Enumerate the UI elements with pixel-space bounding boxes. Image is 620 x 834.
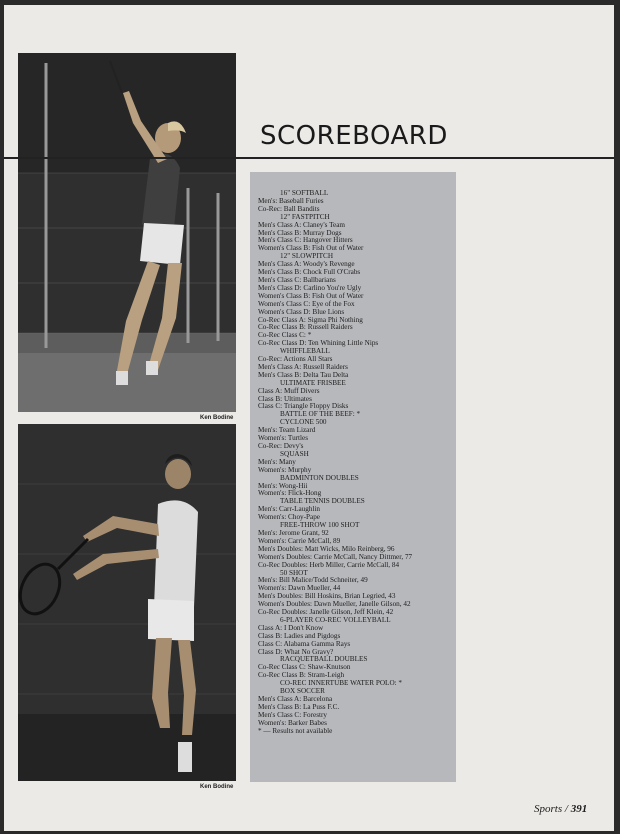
scoreboard-heading: 12" FASTPITCH bbox=[280, 212, 330, 221]
scoreboard-entry: Men's: Baseball Furies bbox=[258, 196, 324, 205]
scoreboard-entry: Women's Class B: Fish Out of Water bbox=[258, 291, 364, 300]
scoreboard-entry: Co-Rec Doubles: Herb Miller, Carrie McCall, 84 bbox=[258, 560, 400, 569]
scoreboard-entry: Men's: Wong-Hii bbox=[258, 481, 308, 490]
scoreboard-entry: Women's: Barker Babes bbox=[258, 718, 327, 727]
scoreboard-entry: Women's Class C: Eye of the Fox bbox=[258, 299, 355, 308]
scoreboard-entry: Co-Rec: Ball Bandits bbox=[258, 204, 320, 213]
scoreboard-entry: Co-Rec Class C: Shaw-Knutson bbox=[258, 663, 351, 672]
scoreboard-heading: 16" SOFTBALL bbox=[280, 189, 329, 197]
scoreboard-entry: * — Results not available bbox=[258, 726, 333, 735]
page-footer bbox=[534, 803, 587, 815]
scoreboard-heading: 12" SLOWPITCH bbox=[280, 252, 334, 261]
page-number: 391 bbox=[570, 803, 588, 815]
scoreboard-entry: Men's Class B: La Puss F.C. bbox=[258, 702, 340, 711]
scoreboard-entry: Men's Class A: Woody's Revenge bbox=[258, 260, 355, 269]
scoreboard-entry: Co-Rec Class C: * bbox=[258, 331, 312, 340]
scoreboard-entry: Class B: Ladies and Pigdogs bbox=[258, 631, 341, 640]
scoreboard-entry: Women's: Murphy bbox=[258, 465, 312, 474]
scoreboard-entry: Men's: Many bbox=[258, 457, 296, 466]
tennis-photo-top bbox=[18, 53, 236, 412]
scoreboard-list bbox=[258, 190, 454, 736]
scoreboard-entry: Women's: Choy-Pape bbox=[258, 513, 321, 522]
scoreboard-heading: TABLE TENNIS DOUBLES bbox=[280, 497, 365, 506]
scoreboard-heading: BATTLE OF THE BEEF: * bbox=[280, 410, 361, 419]
photo-credit-bottom: Ken Bodine bbox=[200, 784, 234, 790]
photo-credit-top: Ken Bodine bbox=[200, 415, 234, 421]
scoreboard-entry: Men's: Carr-Laughlin bbox=[258, 505, 321, 514]
scoreboard-entry: Men's: Jerome Grant, 92 bbox=[258, 528, 329, 537]
scoreboard-entry: Class C: Alabama Gamma Rays bbox=[258, 639, 351, 648]
scoreboard-entry: Men's Class B: Delta Tau Delta bbox=[258, 370, 349, 379]
scoreboard-entry: Men's Class A: Claney's Team bbox=[258, 220, 345, 229]
scoreboard-entry: Class A: I Don't Know bbox=[258, 623, 324, 632]
page-title: SCOREBOARD bbox=[260, 121, 448, 151]
scoreboard-entry: Co-Rec: Devy's bbox=[258, 442, 304, 450]
scoreboard-entry: Men's Class A: Russell Raiders bbox=[258, 362, 348, 371]
scoreboard-heading: BADMINTON DOUBLES bbox=[280, 473, 359, 482]
scoreboard-heading: FREE-THROW 100 SHOT bbox=[280, 521, 360, 530]
scoreboard-heading: CYCLONE 500 bbox=[280, 418, 327, 427]
scoreboard-entry: Co-Rec Class A: Sigma Phi Nothing bbox=[258, 315, 363, 324]
scoreboard-entry: Men's Doubles: Matt Wicks, Milo Reinberg, 96 bbox=[258, 544, 395, 553]
scoreboard-heading: BOX SOCCER bbox=[280, 687, 325, 696]
scoreboard-entry: Men's Class B: Chock Full O'Crabs bbox=[258, 268, 361, 277]
scoreboard-entry: Men's Class C: Hangover Hitters bbox=[258, 236, 353, 245]
tennis-photo-bottom bbox=[18, 424, 236, 781]
scoreboard-entry: Men's Class C: Ballbarians bbox=[258, 275, 336, 284]
scoreboard-heading: ULTIMATE FRISBEE bbox=[280, 378, 346, 387]
scoreboard-heading: WHIFFLEBALL bbox=[280, 347, 330, 356]
scoreboard-heading: RACQUETBALL DOUBLES bbox=[280, 655, 368, 664]
scoreboard-heading: 6-PLAYER CO-REC VOLLEYBALL bbox=[280, 615, 391, 624]
scoreboard-entry: Co-Rec Class B: Russell Raiders bbox=[258, 323, 353, 332]
scoreboard-entry: Women's: Turtles bbox=[258, 434, 309, 443]
scoreboard-entry: Class A: Muff Divers bbox=[258, 386, 320, 395]
scoreboard-entry: Co-Rec Class B: Stram-Leigh bbox=[258, 671, 345, 680]
scoreboard-panel bbox=[250, 172, 456, 782]
scoreboard-entry: Men's Class D: Carlino You're Ugly bbox=[258, 283, 362, 292]
scoreboard-entry: Class C: Triangle Floppy Disks bbox=[258, 402, 349, 411]
scoreboard-entry: Men's: Bill Malice/Todd Schneiter, 49 bbox=[258, 576, 368, 585]
scoreboard-entry: Women's: Carrie McCall, 89 bbox=[258, 536, 341, 545]
scoreboard-entry: Women's Doubles: Carrie McCall, Nancy Dittmer, 77 bbox=[258, 552, 413, 561]
scoreboard-entry: Co-Rec: Actions All Stars bbox=[258, 355, 333, 364]
yearbook-page bbox=[4, 5, 614, 831]
scoreboard-entry: Women's Class D: Blue Lions bbox=[258, 307, 345, 316]
scoreboard-entry: Women's: Dawn Mueller, 44 bbox=[258, 584, 341, 593]
scoreboard-entry: Co-Rec Doubles: Janelle Gilson, Jeff Klein, 42 bbox=[258, 608, 394, 617]
scoreboard-entry: Women's Doubles: Dawn Mueller, Janelle Gilson, 42 bbox=[258, 600, 411, 609]
scoreboard-entry: Women's Class B: Fish Out of Water bbox=[258, 244, 364, 253]
scoreboard-entry: Class D: What No Gravy? bbox=[258, 647, 334, 656]
scoreboard-heading: SQUASH bbox=[280, 449, 309, 458]
scoreboard-entry: Men's Class B: Murray Dogs bbox=[258, 228, 342, 237]
scoreboard-heading: 50 SHOT bbox=[280, 568, 308, 577]
scoreboard-heading: CO-REC INNERTUBE WATER POLO: * bbox=[280, 679, 403, 688]
scoreboard-entry: Class B: Ultimates bbox=[258, 394, 312, 403]
scoreboard-entry: Co-Rec Class D: Ten Whining Little Nips bbox=[258, 339, 379, 348]
scoreboard-entry: Men's Doubles: Bill Hoskins, Brian Legried, 43 bbox=[258, 592, 396, 601]
scoreboard-entry: Men's Class A: Barcelona bbox=[258, 695, 333, 703]
scoreboard-entry: Men's: Team Lizard bbox=[258, 426, 316, 435]
header-rule bbox=[4, 157, 614, 159]
footer-section: Sports / bbox=[534, 803, 568, 815]
scoreboard-entry: Men's Class C: Forestry bbox=[258, 710, 327, 719]
scoreboard-entry: Women's: Flick-Hong bbox=[258, 489, 322, 498]
